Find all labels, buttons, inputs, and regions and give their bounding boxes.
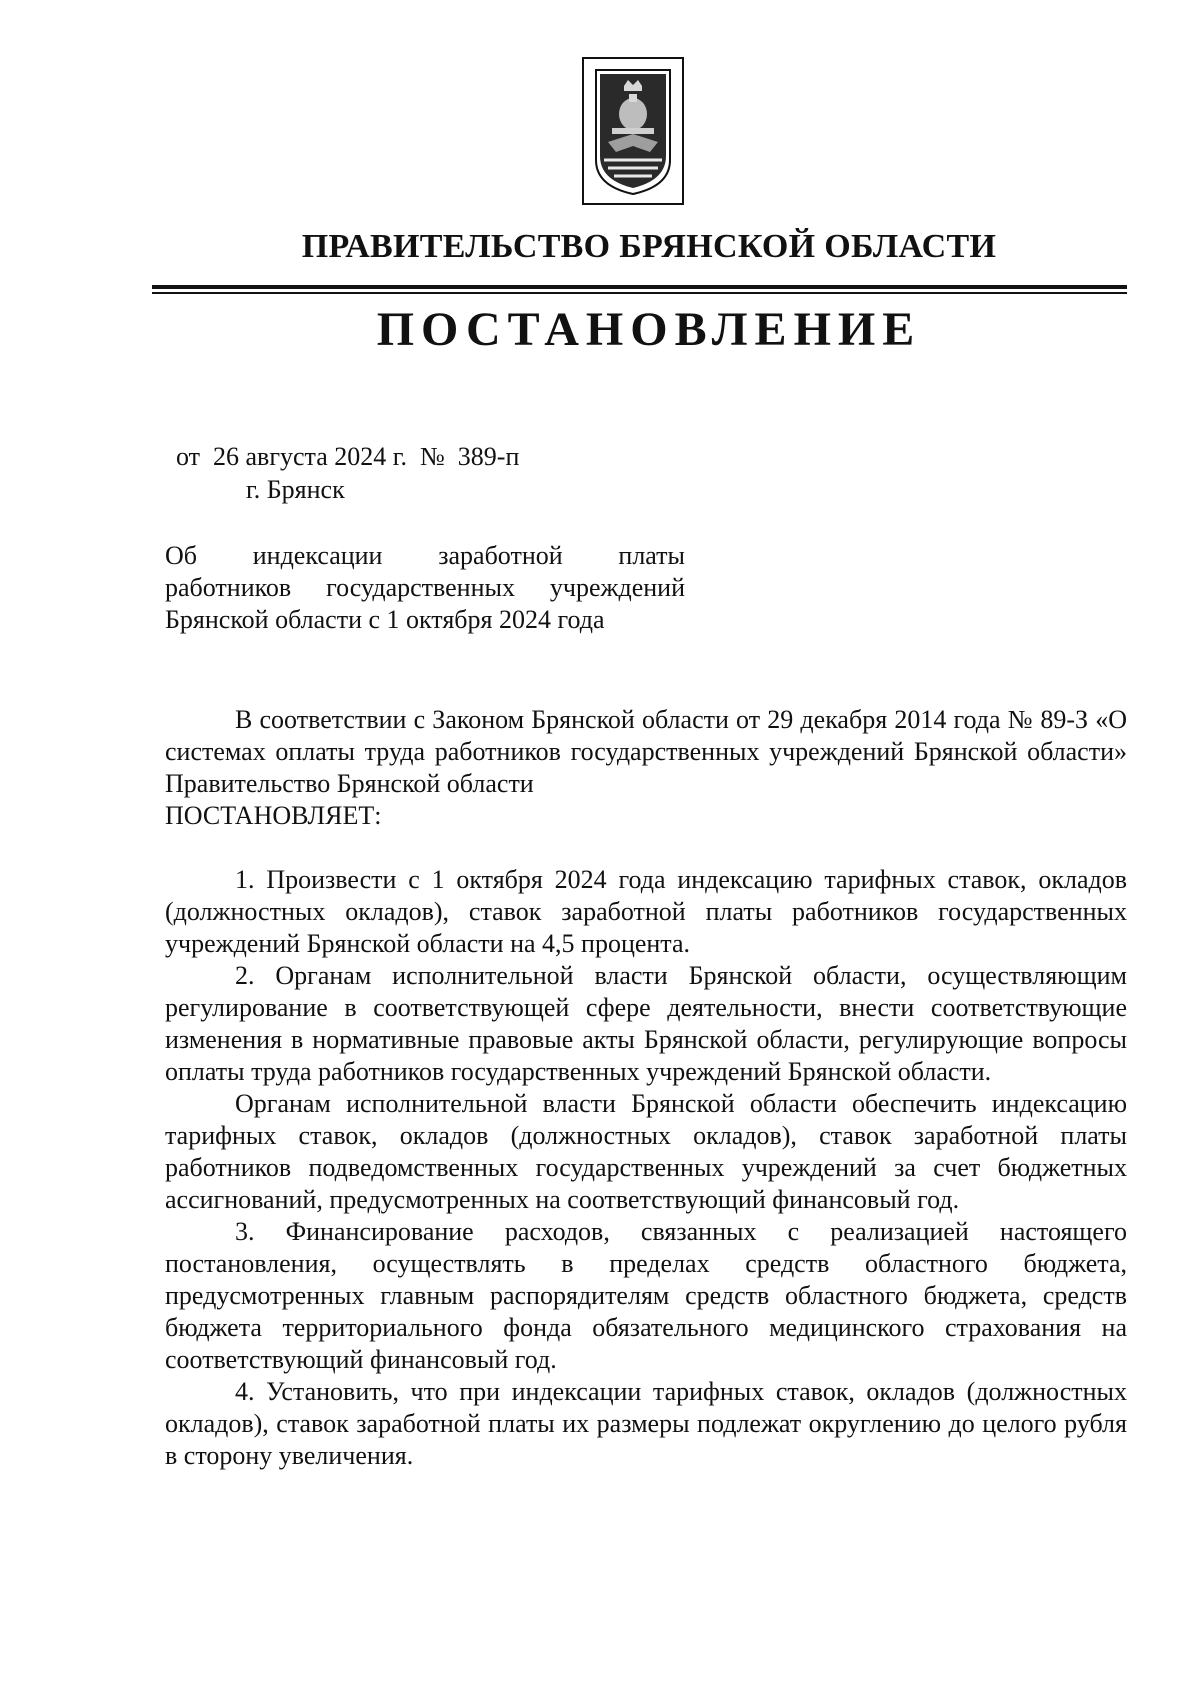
document-subject (165, 540, 685, 636)
document-city: г. Брянск (246, 475, 345, 504)
clause-3: 3. Финансирование расходов, связанных с реализацией настоящего постановления, осуществлять в пределах средств областного бюджета, предусмотренных главным распорядителям средств областного бюджета, средств бюджета территориального фонда обязательного медицинского страхования на соответствующий финансовый год. (165, 1217, 1127, 1374)
subject-line: Об индексации заработной платы (165, 541, 685, 570)
authority-title: ПРАВИТЕЛЬСТВО БРЯНСКОЙ ОБЛАСТИ (301, 228, 997, 265)
clause-4: 4. Установить, что при индексации тарифных ставок, окладов (должностных окладов), ставок заработной платы их размеры подлежат округлению до целого рубля в сторону увеличения. (165, 1377, 1127, 1470)
clause-2: 2. Органам исполнительной власти Брянской области, осуществляющим регулирование в соответствующей сфере деятельности, внести соответствующие изменения в нормативные правовые акты Брянской области, регулирующие вопросы оплаты труда работников государственных учреждений Брянской области. (165, 961, 1127, 1086)
document-meta (176, 440, 519, 506)
subject-line: работников государственных учреждений (165, 573, 685, 602)
resolves-word: ПОСТАНОВЛЯЕТ: (165, 801, 382, 830)
preamble-paragraph: В соответствии с Законом Брянской области от 29 декабря 2014 года № 89-З «О системах оплаты труда работников государственных учреждений Брянской области» Правительство Брянской области (165, 705, 1127, 798)
document-type-title: ПОСТАНОВЛЕНИЕ (376, 303, 922, 356)
clause-1: 1. Произвести с 1 октября 2024 года индексацию тарифных ставок, окладов (должностных окладов), ставок заработной платы работников государственных учреждений Брянской области на 4,5 процента. (165, 865, 1127, 958)
document-date-number: от 26 августа 2024 г. № 389-п (176, 442, 520, 471)
subject-line: Брянской области с 1 октября 2024 года (165, 605, 605, 634)
coat-of-arms-icon (582, 57, 684, 205)
document-body (165, 704, 1127, 1472)
clause-2-continued: Органам исполнительной власти Брянской области обеспечить индексацию тарифных ставок, окладов (должностных окладов), ставок заработной платы работников подведомственных государственных учреждений за счет бюджетных ассигнований, предусмотренных на соответствующий финансовый год. (165, 1089, 1127, 1214)
header-rule-thin (152, 292, 1127, 294)
header-rule-thick (152, 285, 1127, 289)
